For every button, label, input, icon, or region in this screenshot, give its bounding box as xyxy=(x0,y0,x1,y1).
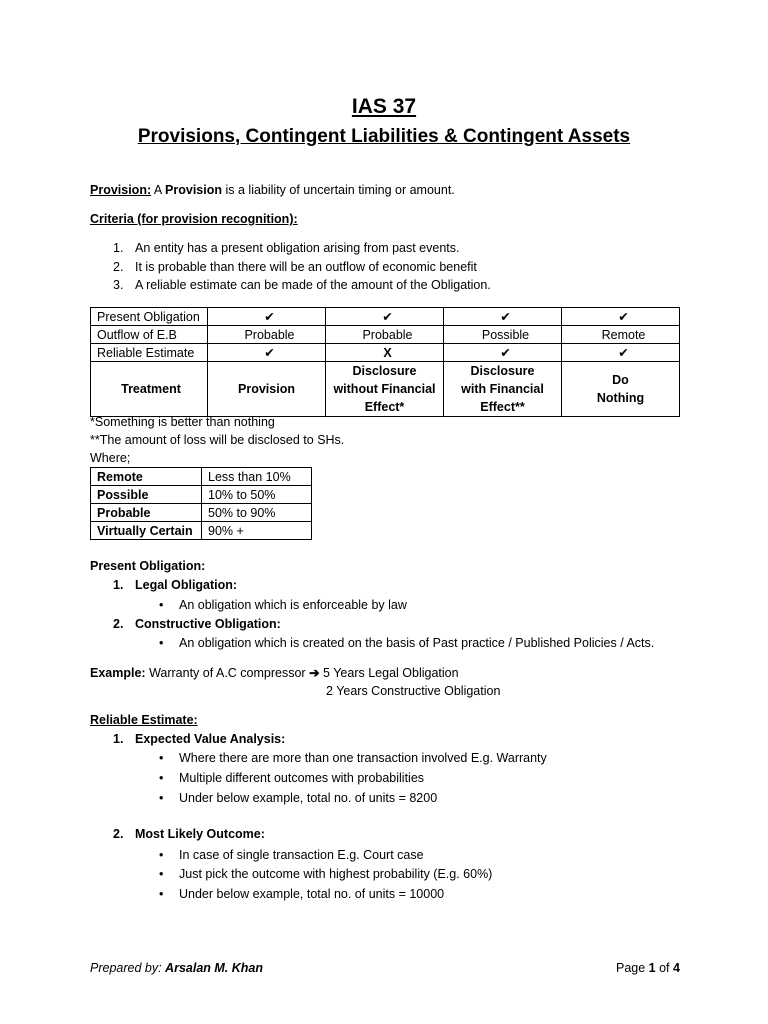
range-term: Virtually Certain xyxy=(91,522,202,540)
bullet-text: Where there are more than one transaction involved E.g. Warranty xyxy=(179,751,547,765)
cell-line: without Financial xyxy=(333,382,436,396)
where-label: Where; xyxy=(90,451,131,465)
table-cell: ✔ xyxy=(444,344,562,362)
provision-bold-word: Provision xyxy=(165,183,223,197)
example-label: Example: xyxy=(90,666,146,680)
reliable-estimate-heading: Reliable Estimate: xyxy=(90,713,198,727)
doc-title: IAS 37 xyxy=(351,95,417,118)
most-likely-item xyxy=(113,827,265,841)
legal-obligation-bullet xyxy=(159,598,407,612)
bullet-item xyxy=(159,791,437,805)
table-cell: ✔ xyxy=(208,344,326,362)
prepared-label: Prepared by: xyxy=(90,961,166,975)
treatment-label: Treatment xyxy=(91,362,208,417)
bullet-item xyxy=(159,771,424,785)
current-page: 1 xyxy=(648,961,656,975)
range-value: 50% to 90% xyxy=(202,504,312,522)
treatment-disclosure-with xyxy=(444,362,562,417)
bullet-icon: • xyxy=(159,751,164,765)
bullet-item xyxy=(159,848,424,862)
range-value: 10% to 50% xyxy=(202,486,312,504)
table-cell: Remote xyxy=(562,326,680,344)
example-text: Warranty of A.C compressor xyxy=(145,666,310,680)
bullet-icon: • xyxy=(159,598,164,612)
bullet-item xyxy=(159,867,492,881)
cell-line: with Financial xyxy=(461,382,544,396)
constructive-obligation-item xyxy=(113,617,281,631)
list-number: 2. xyxy=(113,260,124,274)
cell-line: Do xyxy=(612,373,629,387)
provision-text-a: A xyxy=(153,183,166,197)
bullet-text: Just pick the outcome with highest probability (E.g. 60%) xyxy=(179,867,493,881)
treatment-do-nothing xyxy=(562,362,680,417)
range-term: Probable xyxy=(91,504,202,522)
cell-line: Effect* xyxy=(364,400,405,414)
total-pages: 4 xyxy=(673,961,680,975)
provision-definition xyxy=(90,183,455,197)
bullet-icon: • xyxy=(159,848,164,862)
cell-line: Effect** xyxy=(480,400,525,414)
list-number: 1. xyxy=(113,732,124,746)
footnote-1: *Something is better than nothing xyxy=(90,415,275,429)
bullet-text: Under below example, total no. of units = 10000 xyxy=(179,887,445,901)
expected-value-item xyxy=(113,732,285,746)
table-cell: ✔ xyxy=(326,308,444,326)
bullet-item xyxy=(159,887,444,901)
bullet-icon: • xyxy=(159,887,164,901)
list-number: 1. xyxy=(113,578,124,592)
probability-range-table xyxy=(90,467,312,540)
table-cell: ✔ xyxy=(562,308,680,326)
cell-line: Nothing xyxy=(596,391,645,405)
table-cell: X xyxy=(326,344,444,362)
example-line xyxy=(90,665,459,680)
range-term: Possible xyxy=(91,486,202,504)
table-cell: Probable xyxy=(208,326,326,344)
present-obligation-heading: Present Obligation: xyxy=(90,559,206,573)
criteria-item xyxy=(113,260,477,274)
table-row xyxy=(91,468,312,486)
treatment-row xyxy=(91,362,680,417)
bullet-text: Under below example, total no. of units = 8200 xyxy=(179,791,438,805)
author-name: Arsalan M. Khan xyxy=(165,961,263,975)
cell-line: Disclosure xyxy=(352,364,417,378)
bullet-text: In case of single transaction E.g. Court case xyxy=(179,848,424,862)
footer-prepared-by xyxy=(90,961,263,975)
treatment-provision: Provision xyxy=(208,362,326,417)
table-row xyxy=(91,522,312,540)
list-text: An entity has a present obligation arising from past events. xyxy=(135,241,460,255)
table-row xyxy=(91,326,680,344)
bullet-text: Multiple different outcomes with probabilities xyxy=(179,771,425,785)
row-label: Present Obligation xyxy=(91,308,208,326)
arrow-right-icon: ➔ xyxy=(309,666,320,680)
treatment-disclosure-without xyxy=(326,362,444,417)
constructive-obligation-bullet xyxy=(159,636,654,650)
table-cell: Possible xyxy=(444,326,562,344)
range-value: Less than 10% xyxy=(202,468,312,486)
table-cell: ✔ xyxy=(208,308,326,326)
table-row xyxy=(91,504,312,522)
list-number: 2. xyxy=(113,617,124,631)
row-label: Reliable Estimate xyxy=(91,344,208,362)
bullet-icon: • xyxy=(159,771,164,785)
list-text: It is probable than there will be an outflow of economic benefit xyxy=(135,260,477,274)
recognition-table xyxy=(90,307,680,417)
provision-text-b: is a liability of uncertain timing or amount. xyxy=(222,183,455,197)
table-row xyxy=(91,486,312,504)
table-cell: ✔ xyxy=(444,308,562,326)
bullet-text: An obligation which is created on the basis of Past practice / Published Policies / Acts. xyxy=(179,636,655,650)
range-value: 90% + xyxy=(202,522,312,540)
cell-line: Disclosure xyxy=(470,364,535,378)
example-legal: 5 Years Legal Obligation xyxy=(319,666,459,680)
page-word: Page xyxy=(616,961,649,975)
list-number: 2. xyxy=(113,827,124,841)
list-text: Constructive Obligation: xyxy=(135,617,281,631)
table-row xyxy=(91,308,680,326)
footer-page-number xyxy=(616,961,680,975)
row-label: Outflow of E.B xyxy=(91,326,208,344)
list-text: Legal Obligation: xyxy=(135,578,238,592)
bullet-item xyxy=(159,751,547,765)
example-constructive: 2 Years Constructive Obligation xyxy=(326,684,501,698)
table-cell: ✔ xyxy=(562,344,680,362)
criteria-heading: Criteria (for provision recognition): xyxy=(90,212,298,226)
list-number: 1. xyxy=(113,241,124,255)
bullet-icon: • xyxy=(159,636,164,650)
criteria-item xyxy=(113,241,460,255)
range-term: Remote xyxy=(91,468,202,486)
bullet-icon: • xyxy=(159,867,164,881)
list-text: Expected Value Analysis: xyxy=(135,732,286,746)
provision-label: Provision: xyxy=(90,183,152,197)
list-text: Most Likely Outcome: xyxy=(135,827,265,841)
criteria-item xyxy=(113,278,491,292)
footnote-2: **The amount of loss will be disclosed to SHs. xyxy=(90,433,345,447)
legal-obligation-item xyxy=(113,578,237,592)
of-word: of xyxy=(655,961,673,975)
doc-subtitle: Provisions, Contingent Liabilities & Contingent Assets xyxy=(137,126,631,147)
table-row xyxy=(91,344,680,362)
list-number: 3. xyxy=(113,278,124,292)
bullet-text: An obligation which is enforceable by law xyxy=(179,598,407,612)
table-cell: Probable xyxy=(326,326,444,344)
list-text: A reliable estimate can be made of the amount of the Obligation. xyxy=(135,278,491,292)
bullet-icon: • xyxy=(159,791,164,805)
